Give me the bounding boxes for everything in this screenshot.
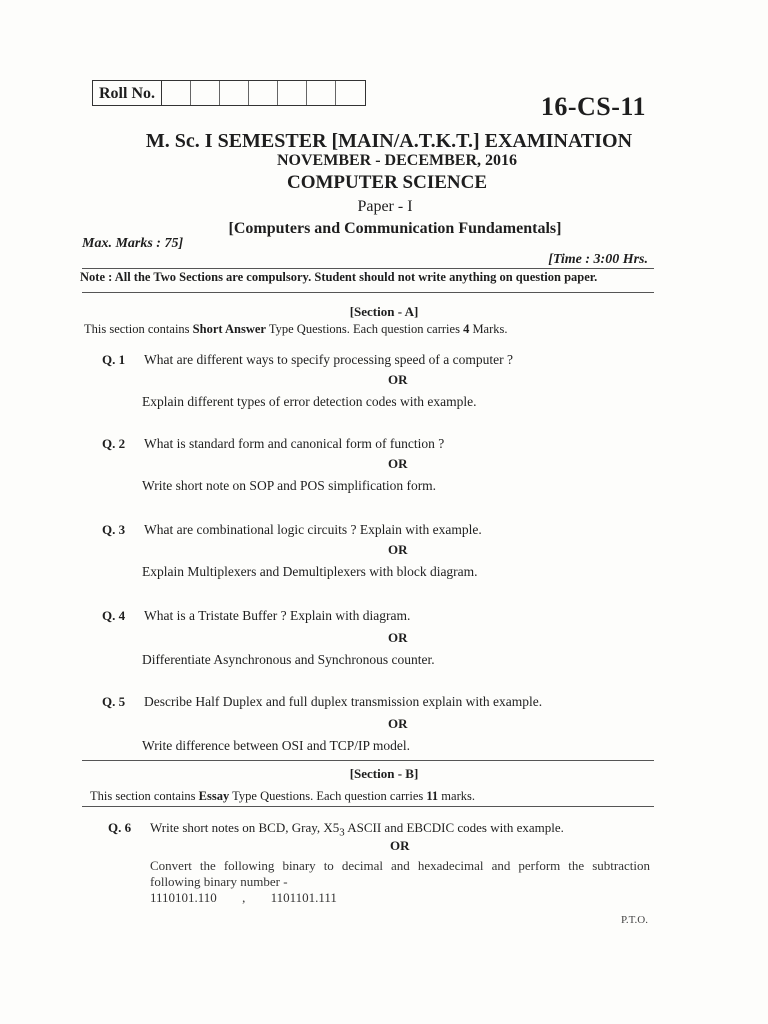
or-label: OR	[390, 838, 410, 853]
divider	[82, 292, 654, 293]
question-text	[150, 820, 660, 839]
alternate-question: Differentiate Asynchronous and Synchronous counter.	[142, 652, 435, 667]
binary-separator: ,	[242, 890, 246, 905]
roll-cell	[220, 81, 249, 105]
binary-number-2: 1101101.111	[270, 890, 337, 905]
paper-number: Paper - I	[357, 198, 413, 215]
alternate-question: Explain Multiplexers and Demultiplexers with block diagram.	[142, 564, 478, 579]
or-label: OR	[388, 716, 408, 731]
question-text: What is a Tristate Buffer ? Explain with diagram.	[144, 608, 411, 623]
question-text: Describe Half Duplex and full duplex transmission explain with example.	[144, 694, 543, 709]
or-label: OR	[388, 542, 408, 557]
divider	[82, 806, 654, 807]
section-b-title: [Section - B]	[349, 766, 419, 781]
roll-cell	[191, 81, 220, 105]
question-number: Q. 6	[108, 820, 132, 835]
roll-cell	[336, 81, 365, 105]
roll-cell	[307, 81, 336, 105]
or-label: OR	[388, 630, 408, 645]
alternate-question: Write difference between OSI and TCP/IP model.	[142, 738, 411, 753]
question-number: Q. 5	[102, 694, 126, 709]
or-label: OR	[388, 372, 408, 387]
desc-text: This section contains	[84, 322, 193, 336]
q6-subscript: 3	[339, 826, 345, 839]
max-marks: Max. Marks : 75]	[82, 236, 184, 251]
binary-number-1: 1110101.110	[150, 890, 217, 905]
binary-numbers	[150, 890, 337, 906]
instructions-note: Note : All the Two Sections are compulsory. Student should not write anything on question paper.	[80, 270, 598, 284]
roll-number-label: Roll No.	[93, 81, 162, 105]
roll-number-box	[92, 80, 366, 106]
paper-code: 16-CS-11	[540, 92, 646, 121]
question-text: What are combinational logic circuits ? Explain with example.	[144, 522, 482, 537]
question-text: What are different ways to specify processing speed of a computer ?	[144, 352, 513, 367]
desc-text: Type Questions. Each question carries	[265, 322, 464, 336]
question-number: Q. 1	[102, 352, 126, 367]
subject-title: COMPUTER SCIENCE	[286, 172, 488, 193]
section-a-title: [Section - A]	[349, 304, 419, 319]
exam-time: [Time : 3:00 Hrs.	[548, 252, 648, 267]
desc-emphasis: Short Answer	[192, 322, 266, 336]
question-text: What is standard form and canonical form of function ?	[144, 436, 445, 451]
desc-emphasis: Essay	[198, 789, 230, 803]
q6-text: Write short notes on BCD, Gray, X5	[150, 820, 340, 835]
question-number: Q. 3	[102, 522, 126, 537]
desc-text: marks.	[438, 789, 475, 803]
question-number: Q. 2	[102, 436, 126, 451]
q6-text: ASCII and EBCDIC codes with example.	[344, 820, 564, 835]
roll-cell	[162, 81, 191, 105]
desc-marks: 4	[463, 322, 470, 336]
alternate-question: Convert the following binary to decimal and hexadecimal and perform the subtraction following binary number -	[150, 858, 650, 889]
or-label: OR	[388, 456, 408, 471]
section-a-description	[84, 322, 508, 337]
divider	[82, 268, 654, 269]
roll-cell	[249, 81, 278, 105]
alternate-question: Write short note on SOP and POS simplification form.	[142, 478, 437, 493]
roll-number-cells	[162, 81, 365, 105]
question-number: Q. 4	[102, 608, 126, 623]
desc-text: Type Questions. Each question carries	[229, 789, 427, 803]
roll-cell	[278, 81, 307, 105]
alternate-question: Explain different types of error detection codes with example.	[142, 394, 477, 409]
section-b-description	[90, 789, 475, 804]
divider	[82, 760, 654, 761]
desc-text: This section contains	[90, 789, 199, 803]
exam-session: NOVEMBER - DECEMBER, 2016	[276, 152, 517, 169]
exam-title: M. Sc. I SEMESTER [MAIN/A.T.K.T.] EXAMINATION	[145, 130, 633, 152]
pto-label: P.T.O.	[621, 914, 648, 926]
desc-text: Marks.	[469, 322, 508, 336]
desc-marks: 11	[426, 789, 439, 803]
paper-title: [Computers and Communication Fundamentals]	[228, 220, 562, 237]
